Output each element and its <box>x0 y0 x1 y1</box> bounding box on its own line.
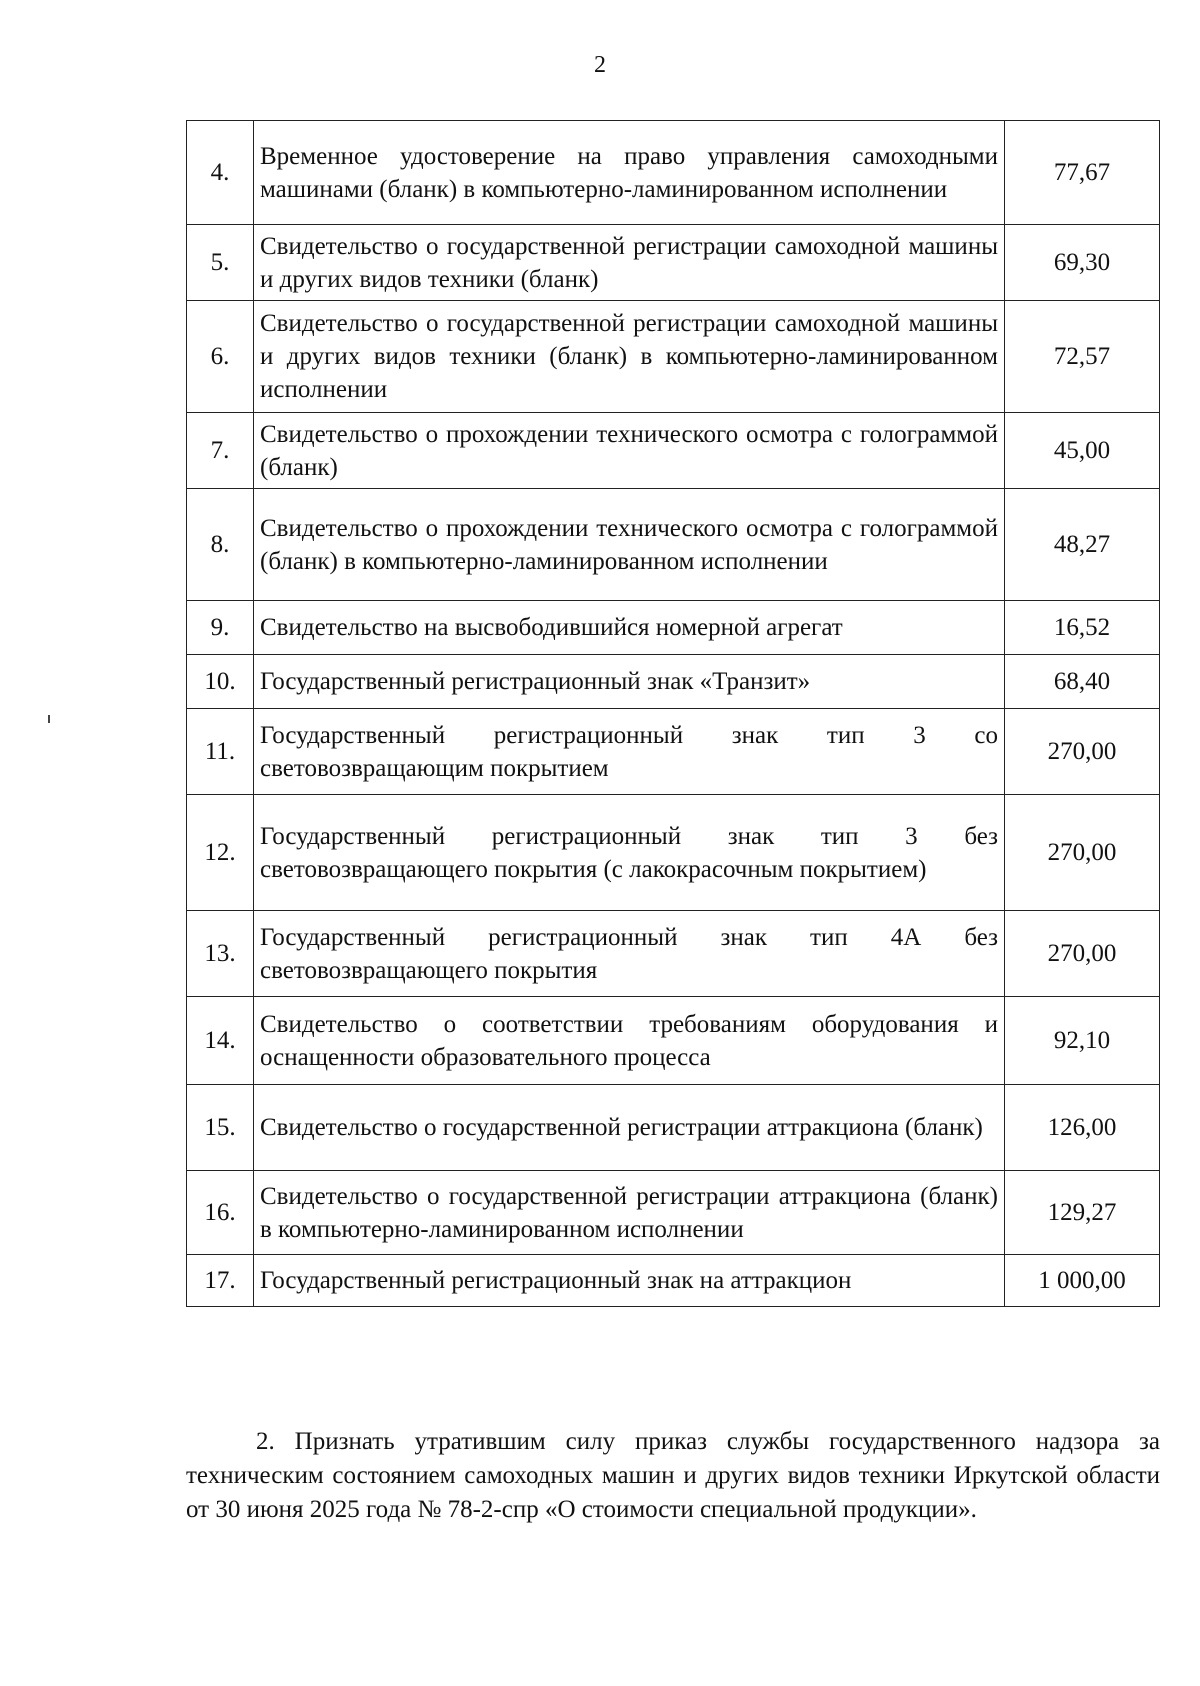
item-name: Свидетельство о государственной регистрации аттракциона (бланк) <box>254 1085 1005 1171</box>
row-number: 9. <box>187 601 254 655</box>
table-row <box>187 795 1160 911</box>
table-row <box>187 911 1160 997</box>
table-row <box>187 1171 1160 1255</box>
page-number: 2 <box>594 52 606 78</box>
item-price: 270,00 <box>1005 911 1160 997</box>
row-number: 6. <box>187 301 254 413</box>
item-price: 270,00 <box>1005 795 1160 911</box>
item-price: 92,10 <box>1005 997 1160 1085</box>
row-number: 10. <box>187 655 254 709</box>
body-paragraph: 2. Признать утратившим силу приказ службы государственного надзора за техническим состоянием самоходных машин и других видов техники Иркутской области от 30 июня 2025 года № 78-2-спр «О стоимости специальной продукции». <box>186 1428 1160 1523</box>
row-number: 7. <box>187 413 254 489</box>
item-name: Государственный регистрационный знак тип 3 со световозвращающим покрытием <box>254 709 1005 795</box>
row-number: 8. <box>187 489 254 601</box>
table-row <box>187 301 1160 413</box>
item-name: Временное удостоверение на право управления самоходными машинами (бланк) в компьютерно-ламинированном исполнении <box>254 121 1005 225</box>
table-row <box>187 1255 1160 1307</box>
item-price: 126,00 <box>1005 1085 1160 1171</box>
row-number: 16. <box>187 1171 254 1255</box>
item-price: 270,00 <box>1005 709 1160 795</box>
table-row <box>187 225 1160 301</box>
row-number: 14. <box>187 997 254 1085</box>
item-name: Свидетельство о прохождении технического осмотра с голограммой (бланк) в компьютерно-ламинированном исполнении <box>254 489 1005 601</box>
item-name: Свидетельство о государственной регистрации самоходной машины и других видов техники (бланк) <box>254 225 1005 301</box>
item-name: Государственный регистрационный знак на аттракцион <box>254 1255 1005 1307</box>
item-price: 68,40 <box>1005 655 1160 709</box>
table-row <box>187 997 1160 1085</box>
scan-mark <box>48 715 50 723</box>
item-price: 48,27 <box>1005 489 1160 601</box>
row-number: 5. <box>187 225 254 301</box>
price-table <box>186 120 1160 1307</box>
table-row <box>187 655 1160 709</box>
item-name: Свидетельство о государственной регистрации самоходной машины и других видов техники (бланк) в компьютерно-ламинированном исполнении <box>254 301 1005 413</box>
item-name: Свидетельство о государственной регистрации аттракциона (бланк) в компьютерно-ламинированном исполнении <box>254 1171 1005 1255</box>
item-price: 16,52 <box>1005 601 1160 655</box>
row-number: 12. <box>187 795 254 911</box>
item-name: Государственный регистрационный знак «Транзит» <box>254 655 1005 709</box>
row-number: 13. <box>187 911 254 997</box>
item-price: 129,27 <box>1005 1171 1160 1255</box>
table-row <box>187 413 1160 489</box>
item-name: Свидетельство на высвободившийся номерной агрегат <box>254 601 1005 655</box>
item-name: Государственный регистрационный знак тип 4А без световозвращающего покрытия <box>254 911 1005 997</box>
table-row <box>187 121 1160 225</box>
item-name: Государственный регистрационный знак тип 3 без световозвращающего покрытия (с лакокрасочным покрытием) <box>254 795 1005 911</box>
row-number: 17. <box>187 1255 254 1307</box>
table-row <box>187 1085 1160 1171</box>
row-number: 11. <box>187 709 254 795</box>
item-price: 69,30 <box>1005 225 1160 301</box>
item-price: 45,00 <box>1005 413 1160 489</box>
row-number: 15. <box>187 1085 254 1171</box>
item-price: 72,57 <box>1005 301 1160 413</box>
row-number: 4. <box>187 121 254 225</box>
item-price: 1 000,00 <box>1005 1255 1160 1307</box>
table-row <box>187 489 1160 601</box>
item-name: Свидетельство о прохождении технического осмотра с голограммой (бланк) <box>254 413 1005 489</box>
item-price: 77,67 <box>1005 121 1160 225</box>
item-name: Свидетельство о соответствии требованиям оборудования и оснащенности образовательного процесса <box>254 997 1005 1085</box>
table-row <box>187 709 1160 795</box>
table-row <box>187 601 1160 655</box>
